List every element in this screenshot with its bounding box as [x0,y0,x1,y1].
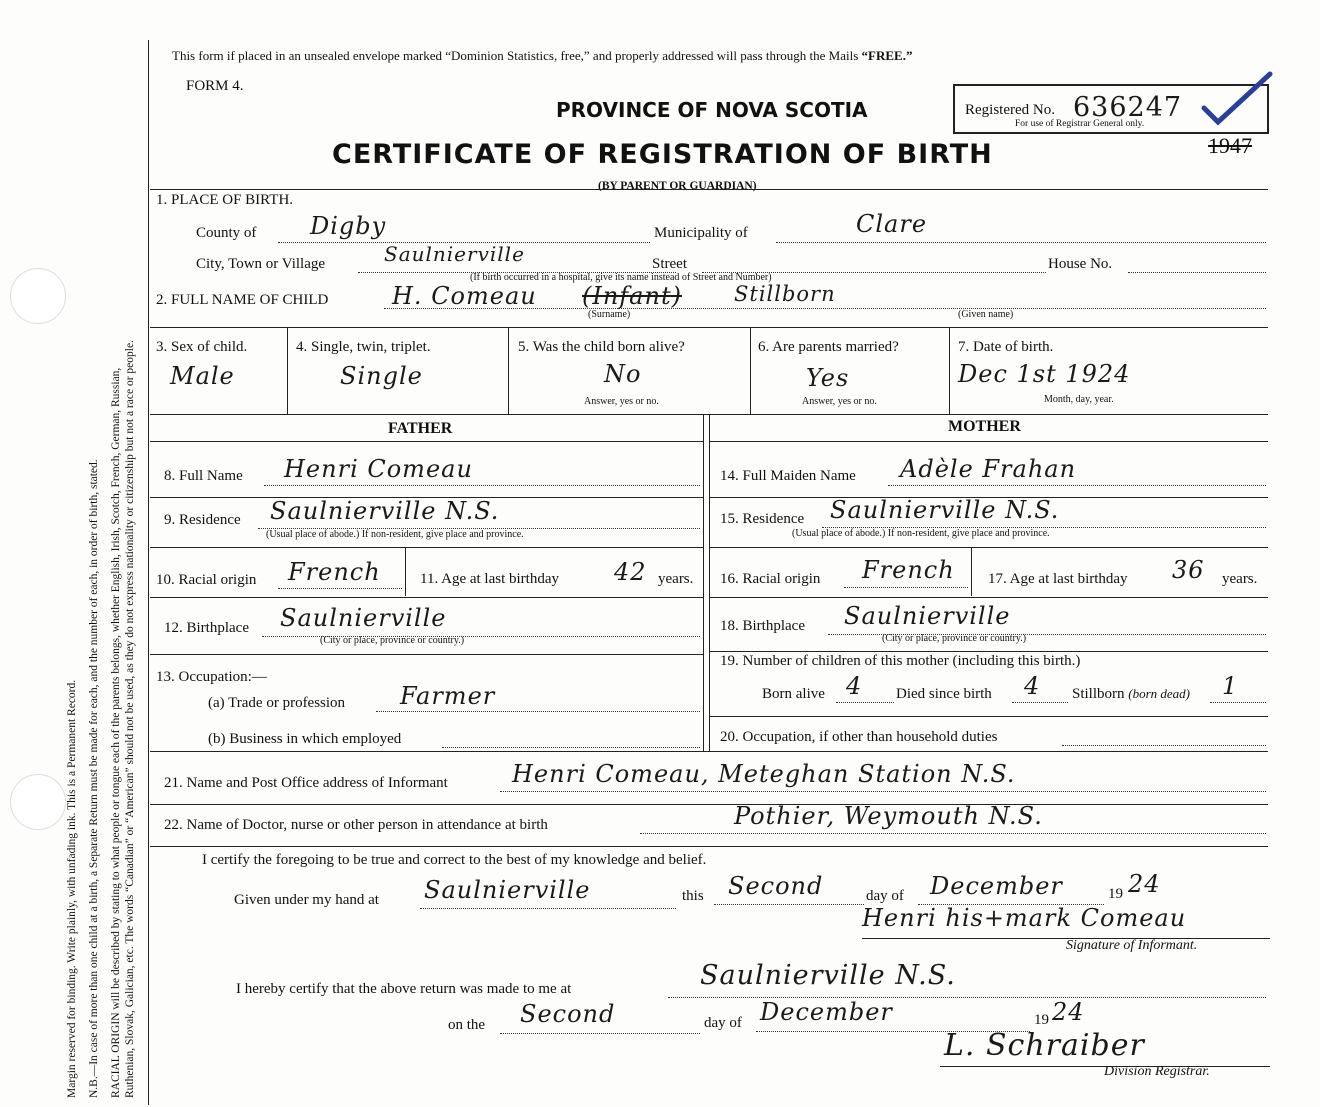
father-name-label: 8. Full Name [164,468,243,484]
year-prefix: 19 [1108,886,1123,902]
doctor-line [640,833,1266,834]
county-value: Digby [310,212,387,240]
rule-f4 [150,654,703,655]
informant-sig-caption: Signature of Informant. [1066,938,1198,953]
rule-f3 [150,597,703,598]
rule-f2 [150,547,703,548]
informant-value: Henri Comeau, Meteghan Station N.S. [512,760,1016,788]
stillborn-value: 1 [1222,672,1239,700]
mother-age: 36 [1172,556,1205,584]
children-label: 19. Number of children of this mother (including this birth.) [720,653,1081,669]
registered-label: Registered No. [965,102,1055,118]
mother-res-label: 15. Residence [720,511,805,527]
stillborn-label-text: Stillborn [1072,686,1125,702]
father-age-label: 11. Age at last birthday [420,571,559,587]
surname-caption: (Surname) [588,309,631,320]
child-name-label: 2. FULL NAME OF CHILD [156,292,329,308]
return-place-line [668,997,1266,998]
row3-divider-2 [508,328,509,414]
rule-top [150,189,1268,190]
father-occ-label: 13. Occupation:— [156,669,267,685]
father-trade-line [376,711,700,712]
given-under-label: Given under my hand at [234,892,379,908]
father-years: years. [658,571,694,587]
form-number: FORM 4. [186,78,244,94]
rule-row3-top [150,327,1268,328]
doctor-label: 22. Name of Doctor, nurse or other person in attendance at birth [164,817,548,833]
given-place-line [420,908,676,909]
row3-divider-3 [750,328,751,414]
married-label: 6. Are parents married? [758,339,899,355]
mail-notice-free: “FREE.” [861,48,913,63]
father-res: Saulnierville N.S. [270,497,500,525]
died-value: 4 [1024,672,1041,700]
single-value: Single [340,362,423,390]
rule-parents-head-m [709,441,1268,442]
mother-birthplace: Saulnierville [844,602,1011,630]
died-label: Died since birth [896,686,992,702]
mother-birthplace-label: 18. Birthplace [720,618,805,634]
father-racial-divider [405,548,406,596]
born-alive-label: Born alive [762,686,825,702]
mother-birthplace-caption: (City or place, province or country.) [882,633,1027,644]
father-birthplace-label: 12. Birthplace [164,620,249,636]
margin-note-3: RACIAL ORIGIN will be described by stating to what people or tongue each of the parents belongs, whether English, Irish, Scotch, French, German, Russian, [110,367,122,1098]
doctor-value: Pothier, Weymouth N.S. [734,802,1043,830]
born-alive-value: 4 [846,672,863,700]
married-caption: Answer, yes or no. [802,396,877,407]
on-day: Second [520,1000,616,1028]
informant-label: 21. Name and Post Office address of Informant [164,775,448,791]
day-of-label: day of [866,888,904,904]
street-label: Street [652,256,687,272]
father-trade-label: (a) Trade or profession [208,695,346,711]
corner-year: 1947 [1208,133,1252,158]
mother-occ-label: 20. Occupation, if other than household duties [720,729,998,745]
rule-m3 [709,597,1268,598]
parents-divider-b [709,414,710,751]
father-name-line [264,485,700,486]
mother-racial-label: 16. Racial origin [720,571,821,587]
registered-number: 636247 [1073,92,1183,123]
city-value: Saulnierville [384,242,525,266]
this-day-line [714,904,864,905]
registrar-signature: L. Schraiber [944,1028,1145,1063]
rule-m2 [709,547,1268,548]
rule-cert-top [150,846,1268,847]
married-value: Yes [806,364,850,392]
mother-res-caption: (Usual place of abode.) If non-resident, give place and province. [792,528,1050,539]
margin-note-1: Margin reserved for binding. Write plainly, with unfading ink. This is a Permanent Record. [66,679,78,1098]
mother-res: Saulnierville N.S. [830,496,1060,524]
father-name: Henri Comeau [284,455,473,483]
mother-years: years. [1222,571,1258,587]
single-label: 4. Single, twin, triplet. [296,339,431,355]
father-business-label: (b) Business in which employed [208,731,402,747]
born-alive-line [836,702,894,703]
given-caption: (Given name) [958,309,1014,320]
year-prefix-2: 19 [1034,1012,1049,1028]
father-racial-label: 10. Racial origin [156,572,257,588]
father-age: 42 [614,558,647,586]
county-label: County of [196,225,257,241]
informant-signature: Henri his+mark Comeau [862,904,1187,932]
province-title: PROVINCE OF NOVA SCOTIA [556,98,868,122]
registrar-caption: Division Registrar. [1104,1064,1210,1079]
on-the-label: on the [448,1017,486,1033]
child-surname: H. Comeau [392,282,537,310]
father-racial-line [278,588,402,589]
father-res-label: 9. Residence [164,512,241,528]
died-line [1012,702,1068,703]
father-birthplace-caption: (City or place, province or country.) [320,635,465,646]
father-trade: Farmer [400,682,496,710]
father-birthplace: Saulnierville [280,604,447,632]
alive-value: No [604,360,642,388]
house-label: House No. [1048,256,1113,272]
rule-m4 [709,651,1268,652]
dob-caption: Month, day, year. [1044,394,1114,405]
stillborn-label [1072,686,1190,703]
day-of-label-2: day of [704,1015,742,1031]
on-day-line [500,1033,700,1034]
margin-note-2: N.B.—In case of more than one child at a birth, a Separate Return must be made for each, and the number of each, in order of birth, stated. [88,459,100,1098]
mother-occ-line [1062,745,1266,746]
hospital-note: (If birth occurred in a hospital, give its name instead of Street and Number) [470,272,772,283]
mail-notice-text: This form if placed in an unsealed envelope marked “Dominion Statistics, free,” and properly addressed will pass through the Mails [172,48,859,63]
father-business-line [442,747,700,748]
year-value: 24 [1128,870,1161,898]
house-line [1128,272,1266,273]
row3-divider-4 [949,328,950,414]
mail-notice [172,48,912,64]
child-given-name: Stillborn [734,282,836,306]
sex-value: Male [170,362,235,390]
return-place: Saulnierville N.S. [700,960,956,991]
margin-rule [148,40,149,1105]
mother-racial: French [862,556,955,584]
return-label: I hereby certify that the above return was made to me at [236,981,572,997]
certify-statement: I certify the foregoing to be true and correct to the best of my knowledge and belief. [202,852,707,868]
month2-value: December [760,998,893,1026]
row3-divider-1 [287,328,288,414]
municipality-label: Municipality of [654,225,748,241]
margin-note-4: Ruthenian, Slovak, Galician, etc. The words “Canadian” or “American” should not be used, as they do not express nationality or citizenship but not a race or people. [124,340,136,1098]
certificate-title: CERTIFICATE OF REGISTRATION OF BIRTH [332,139,993,170]
month-value: December [930,872,1063,900]
municipality-line [776,242,1266,243]
dob-value: Dec 1st 1924 [958,360,1131,388]
stillborn-line [1210,702,1266,703]
sex-label: 3. Sex of child. [156,339,248,355]
father-res-caption: (Usual place of abode.) If non-resident, give place and province. [266,529,524,540]
dob-label: 7. Date of birth. [958,339,1054,355]
informant-line [500,791,1266,792]
this-label: this [682,888,704,904]
municipality-value: Clare [856,210,928,238]
father-heading: FATHER [388,420,453,437]
parents-divider-a [703,414,704,751]
registrar-note: For use of Registrar General only. [1015,119,1145,129]
place-of-birth-label: 1. PLACE OF BIRTH. [156,192,294,208]
rule-22-top [150,804,1268,805]
given-place: Saulnierville [424,876,591,904]
binding-hole-bottom [10,774,66,830]
alive-caption: Answer, yes or no. [584,396,659,407]
mother-heading: MOTHER [948,418,1021,435]
mother-racial-divider [971,548,972,596]
checkmark-icon [1198,70,1278,130]
certificate-subtitle: (BY PARENT OR GUARDIAN) [598,180,757,192]
mother-name-line [888,485,1266,486]
this-day: Second [728,872,824,900]
child-struck-word: (Infant) [582,282,682,310]
city-label: City, Town or Village [196,256,326,272]
stillborn-note: (born dead) [1128,686,1191,701]
rule-21-top [150,751,1268,752]
mother-racial-line [844,587,968,588]
mother-name-label: 14. Full Maiden Name [720,468,856,484]
rule-m5 [709,716,1268,717]
year2-value: 24 [1052,998,1085,1026]
father-racial: French [288,558,381,586]
rule-parents-head [150,441,703,442]
mother-age-label: 17. Age at last birthday [988,571,1128,587]
alive-label: 5. Was the child born alive? [518,339,685,355]
mother-name: Adèle Frahan [900,455,1077,483]
binding-hole-top [10,268,66,324]
